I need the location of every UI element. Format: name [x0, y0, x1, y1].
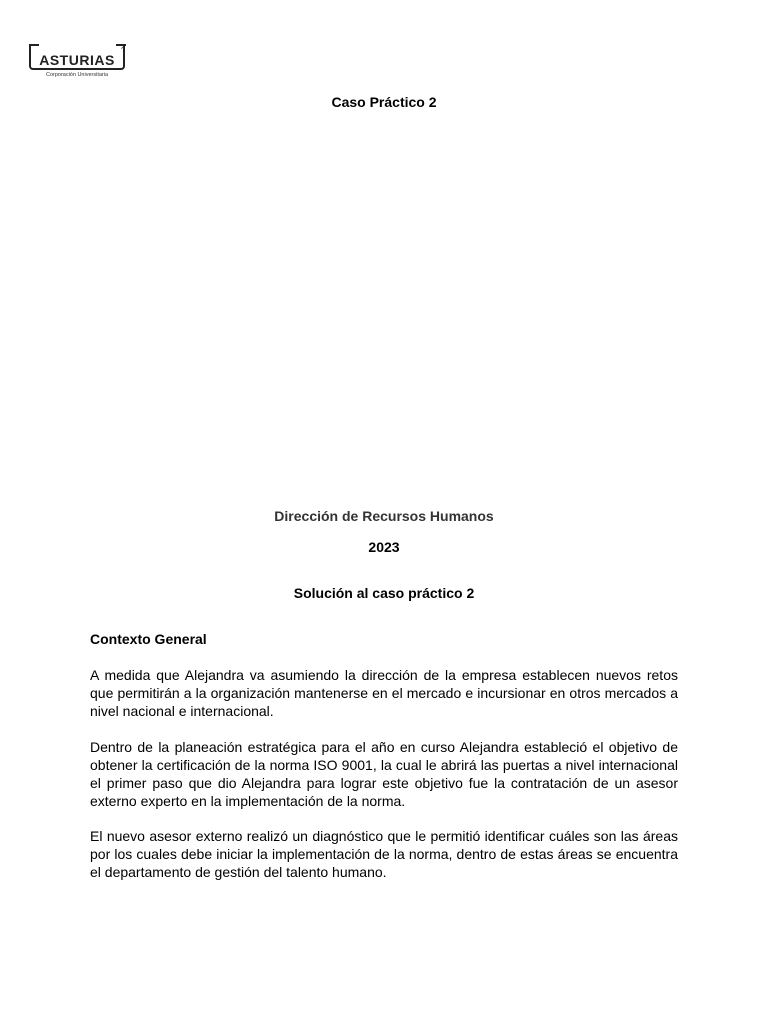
logo-wordmark: ASTURIAS [39, 52, 115, 68]
arrow-up-right-icon: ↗ [120, 44, 126, 51]
asturias-logo [26, 40, 132, 88]
subject-name: Dirección de Recursos Humanos [274, 508, 494, 524]
document-title: Caso Práctico 2 [331, 94, 437, 110]
paragraph: A medida que Alejandra va asumiendo la dirección de la empresa establecen nuevos retos que permitirán a la organización mantenerse en el mercado e incursionar en otros mercados a nivel nacional e internacional. [90, 667, 678, 719]
document-year: 2023 [368, 539, 400, 555]
logo-subtitle: Corporación Universitaria [45, 72, 109, 78]
paragraph: El nuevo asesor externo realizó un diagnóstico que le permitió identificar cuáles son las áreas por los cuales debe iniciar la implementación de la norma, dentro de estas áreas se encuentra el departamento de gestión del talento humano. [90, 828, 678, 880]
section-heading: Contexto General [90, 631, 207, 647]
paragraph: Dentro de la planeación estratégica para el año en curso Alejandra estableció el objetivo de obtener la certificación de la norma ISO 9001, la cual le abrirá las puertas a nivel internacional el primer paso que dio Alejandra para lograr este objetivo fue la contratación de un asesor externo experto en la implementación de la norma. [90, 739, 678, 809]
solution-title: Solución al caso práctico 2 [293, 585, 475, 601]
